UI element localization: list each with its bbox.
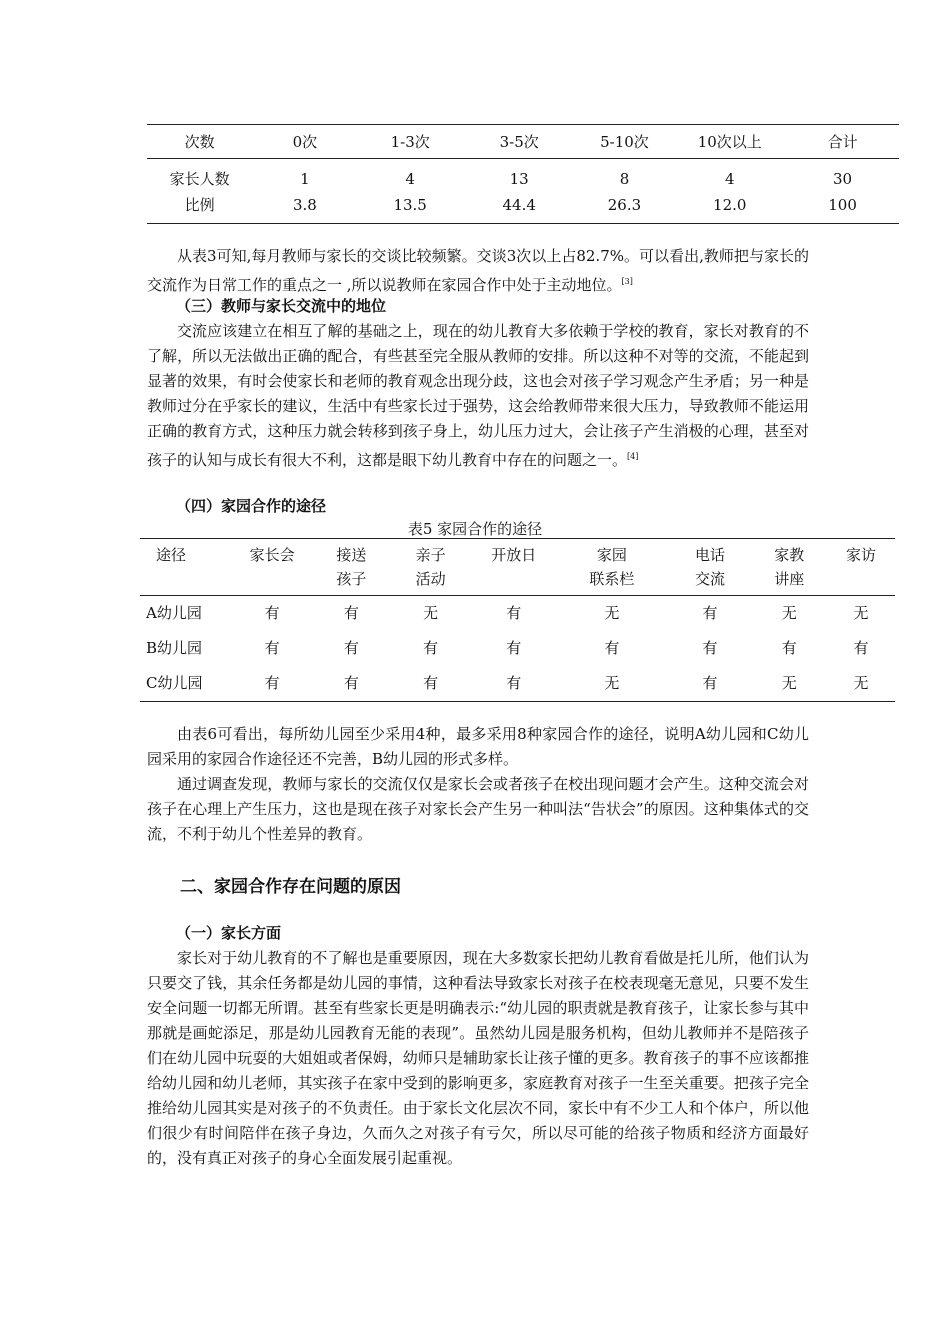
table-row bbox=[147, 159, 899, 193]
table-cell: 4 bbox=[405, 169, 415, 188]
paragraph-table3-analysis bbox=[147, 244, 809, 298]
table-row bbox=[147, 192, 899, 224]
table-visit-frequency bbox=[147, 124, 899, 224]
table-cell: 44.4 bbox=[463, 192, 576, 224]
table-cell: 有 bbox=[506, 604, 522, 622]
table-cell: 家长人数 bbox=[169, 170, 230, 188]
table-cell: 3.8 bbox=[252, 192, 357, 224]
table-header-cell bbox=[827, 539, 895, 596]
table-cell: 有 bbox=[264, 604, 280, 622]
header-line: 家访 bbox=[846, 546, 877, 564]
table-cell: 有 bbox=[389, 666, 472, 702]
table-header-cell: 3-5次 bbox=[463, 125, 576, 159]
table-cell: 有 bbox=[668, 666, 751, 702]
table-cell: 30 bbox=[833, 169, 853, 188]
table-cell: 有 bbox=[231, 666, 314, 702]
table-cell: 4 bbox=[724, 169, 735, 188]
table-cell: 有 bbox=[702, 604, 718, 622]
table-cell: 有 bbox=[314, 666, 390, 702]
table-cell: 26.3 bbox=[576, 192, 674, 224]
paragraph-parents-aspect: 家长对于幼儿教育的不了解也是重要原因，现在大多数家长把幼儿教育看做是托儿所，他们认为只要交了钱，其余任务都是幼儿园的事情，这种看法导致家长对孩子在校表现毫无意见，只要不发生安全问题一切都无所谓。甚至有些家长更是明确表示:“幼儿园的职责就是教育孩子，让家长参与其中那就是画蛇添足，那是幼儿园教育无能的表现”。虽然幼儿园是服务机构，但幼儿教师并不是陪孩子们在幼儿园中玩耍的大姐姐或者保姆，幼师只是辅助家长让孩子懂的更多。教育孩子的事不应该都推给幼儿园和幼儿老师，其实孩子在家中受到的影响更多，家庭教育对孩子一生至关重要。把孩子完全推给幼儿园其实是对孩子的不负责任。由于家长文化层次不同，家长中有不少工人和个体户，所以他们很少有时间陪伴在孩子身边，久而久之对孩子有亏欠，所以尽可能的给孩子物质和经济方面最好的，没有真正对孩子的身心全面发展引起重视。 bbox=[147, 949, 809, 1167]
table-cell: A幼儿园 bbox=[146, 604, 202, 622]
table-header-cell bbox=[140, 539, 231, 596]
table-header-cell bbox=[668, 539, 751, 596]
paragraph-communication-status bbox=[147, 319, 809, 473]
table-header-cell bbox=[231, 539, 314, 596]
header-line: 电话 bbox=[695, 546, 726, 564]
table-caption: 表5 家园合作的途径 bbox=[407, 520, 543, 538]
table-row bbox=[140, 596, 895, 632]
table-cell: 有 bbox=[506, 639, 522, 657]
table-cell: C幼儿园 bbox=[140, 666, 231, 702]
table-cell: 1 bbox=[300, 169, 310, 188]
table-row bbox=[140, 631, 895, 666]
subheading-parents-aspect: （一）家长方面 bbox=[176, 924, 282, 942]
table-cell: 有 bbox=[472, 666, 555, 702]
table-cell: 有 bbox=[604, 639, 620, 657]
table-header-cell bbox=[472, 539, 555, 596]
header-line: 孩子 bbox=[336, 570, 367, 588]
table-cell: 无 bbox=[604, 604, 620, 622]
table-header-cell bbox=[555, 539, 668, 596]
paragraph-text: 从表3可知,每月教师与家长的交谈比较频繁。交谈3次以上占82.7%。可以看出,教师把与家长的交流作为日常工作的重点之一 ,所以说教师在家园合作中处于主动地位。 bbox=[147, 247, 809, 294]
header-line: 家教 bbox=[774, 546, 805, 564]
table-cell: 有 bbox=[702, 639, 718, 657]
table-cell: 无 bbox=[423, 604, 439, 622]
citation-ref: [3] bbox=[621, 277, 633, 286]
table-cell: 有 bbox=[343, 604, 359, 622]
paragraph-survey-findings: 通过调查发现，教师与家长的交流仅仅是家长会或者孩子在校出现问题才会产生。这种交流会对孩子在心理上产生压力，这也是现在孩子对家长会产生另一种叫法“告状会”的原因。这种集体式的交流，不利于幼儿个性差异的教育。 bbox=[147, 775, 809, 843]
paragraph-table6-analysis: 由表6可看出，每所幼儿园至少采用4种，最多采用8种家园合作的途径，说明A幼儿园和C幼儿园采用的家园合作途径还不完善，B幼儿园的形式多样。 bbox=[147, 725, 809, 768]
table-header-cell: 0次 bbox=[252, 125, 357, 159]
table-cell: 比例 bbox=[147, 192, 252, 224]
table-cell: 有 bbox=[781, 639, 797, 657]
table-cell: 12.0 bbox=[673, 192, 786, 224]
table-cell: 无 bbox=[781, 604, 797, 622]
table-header-cell: 1-3次 bbox=[358, 125, 463, 159]
table-cell: 13 bbox=[509, 169, 529, 188]
subheading-teacher-parent-status: （三）教师与家长交流中的地位 bbox=[176, 297, 387, 315]
table-row bbox=[140, 666, 895, 702]
table-cell: 100 bbox=[786, 192, 899, 224]
header-line: 途径 bbox=[156, 546, 187, 564]
header-line: 接送 bbox=[336, 546, 367, 564]
table-header-cell bbox=[752, 539, 828, 596]
header-line: 家长会 bbox=[249, 546, 295, 564]
header-line: 开放日 bbox=[491, 546, 537, 564]
table-header-row bbox=[147, 125, 899, 159]
table-header-cell: 合计 bbox=[786, 125, 899, 159]
table-cell: 8 bbox=[619, 169, 630, 188]
header-line: 活动 bbox=[415, 570, 446, 588]
table-cell: 无 bbox=[752, 666, 828, 702]
table-header-cell: 次数 bbox=[147, 125, 252, 159]
table-cell: 无 bbox=[555, 666, 668, 702]
section-heading-causes: 二、家园合作存在问题的原因 bbox=[180, 877, 401, 897]
table-cell: 无 bbox=[853, 604, 869, 622]
paragraph-text: 交流应该建立在相互了解的基础之上，现在的幼儿教育大多依赖于学校的教育，家长对教育的不了解，所以无法做出正确的配合，有些甚至完全服从教师的安排。所以这种不对等的交流，不能起到显著的效果，有时会使家长和老师的教育观念出现分歧，这也会对孩子学习观念产生矛盾；另一种是教师过分在乎家长的建议，生活中有些家长过于强势，这会给教师带来很大压力，导致教师不能运用正确的教育方式，这种压力就会转移到孩子身上，幼儿压力过大，会让孩子产生消极的心理，甚至对孩子的认知与成长有很大不利，这都是眼下幼儿教育中存在的问题之一。 bbox=[147, 322, 809, 469]
table-cell: 有 bbox=[343, 639, 359, 657]
table-header-cell: 5-10次 bbox=[576, 125, 674, 159]
header-line: 家园 bbox=[596, 546, 627, 564]
table-header-cell bbox=[314, 539, 390, 596]
table-cooperation-approaches bbox=[140, 538, 895, 702]
table-header-cell bbox=[389, 539, 472, 596]
header-line: 亲子 bbox=[415, 546, 446, 564]
table-cell: 13.5 bbox=[358, 192, 463, 224]
citation-ref: [4] bbox=[627, 452, 639, 461]
table-cell: 有 bbox=[264, 639, 280, 657]
subheading-cooperation-approaches: （四）家园合作的途径 bbox=[176, 497, 327, 515]
header-line: 交流 bbox=[695, 570, 726, 588]
header-line: 讲座 bbox=[774, 570, 805, 588]
header-line: 联系栏 bbox=[589, 570, 635, 588]
table-header-cell: 10次以上 bbox=[673, 125, 786, 159]
table-cell: 有 bbox=[423, 639, 439, 657]
table-cell: 无 bbox=[827, 666, 895, 702]
table-cell: 有 bbox=[853, 639, 869, 657]
table-header-row bbox=[140, 539, 895, 596]
table-cell: B幼儿园 bbox=[146, 639, 203, 657]
